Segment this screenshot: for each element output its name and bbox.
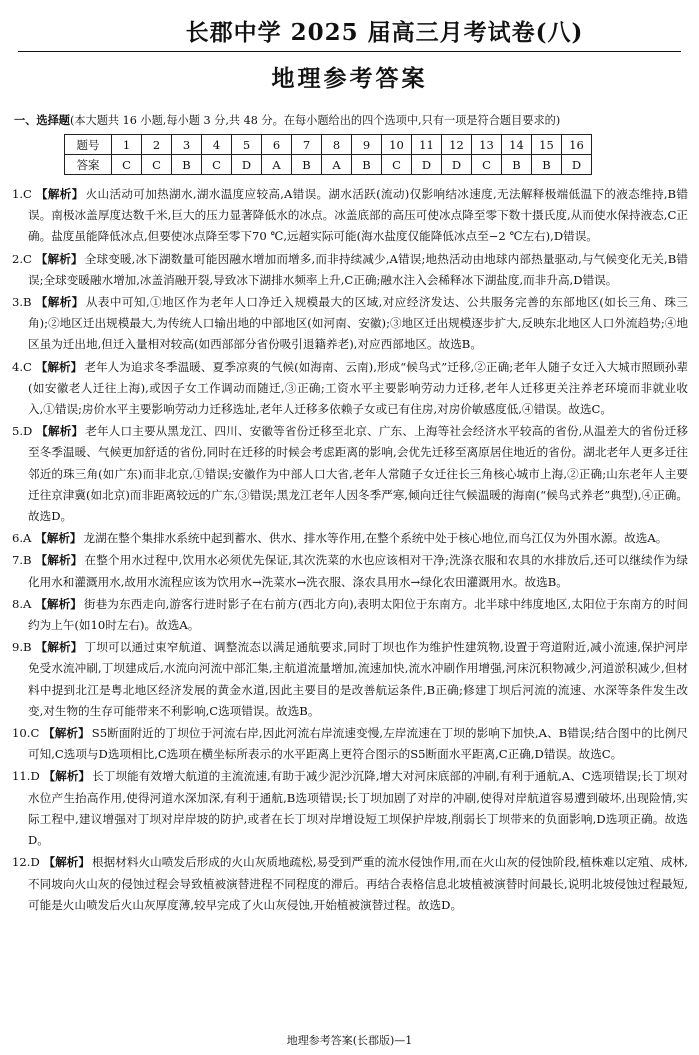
item-number: 11.D: [12, 769, 40, 784]
answer-cell: C: [382, 155, 412, 175]
analysis-tag: 【解析】: [35, 187, 84, 201]
item-number: 1.C: [12, 187, 32, 201]
item-text: 丁坝可以通过束窄航道、调整流态以满足通航要求,同时丁坝也作为维护性建筑物,设置于弯道附近,减小流速,保护河岸免受水流冲刷,丁坝建成后,水流向河流中部汇集,主航道流量增加,流速加快,流水冲刷作用增强,河床沉积物减少,河道淤积减少,但材料中提到北江是粤北地区经济发展的黄金水道,因此主要目的是改善航运条件,B正确;修建丁坝后河流的流速、水深等条件发生改变,对生物的生存可能带来不利影响,C选项错误。故选B。: [28, 640, 688, 718]
answer-table-number-row: [65, 135, 592, 155]
page-footer: 地理参考答案(长郡版)—1: [286, 1034, 413, 1047]
item-text: 在整个用水过程中,饮用水必须优先保证,其次洗菜的水也应该相对干净;洗涤衣服和农具的水排放后,还可以继续作为绿化用水和灌溉用水,故用水流程应该为饮用水→洗菜水→洗衣服、涤农具用水→绿化农田灌溉用水。故选B。: [28, 553, 688, 589]
row-label-answer: 答案: [65, 155, 112, 175]
question-number-cell: 14: [502, 135, 532, 155]
explanation-item: [12, 766, 688, 851]
answer-cell: C: [112, 155, 142, 175]
item-number: 7.B: [12, 553, 32, 568]
item-text: 长丁坝能有效增大航道的主流流速,有助于减少泥沙沉降,增大对河床底部的冲刷,有利于通航,A、C选项错误;长丁坝对水位产生抬高作用,使得河道水深加深,有利于通航,B选项错误;长丁坝加剧了对岸的冲刷,使得对岸航道容易遭到破坏,出现险情,实际工程中,建议增强对丁坝对岸岸坡的防护,或者在长丁坝对岸增设短工坝保护岸坡,削弱长丁坝带来的负面影响,D选项正确。故选D。: [28, 769, 688, 848]
section-label: 一、选择题: [14, 113, 70, 127]
answer-cell: C: [202, 155, 232, 175]
item-text: 全球变暖,冰下湖数量可能因融水增加而增多,而非持续减少,A错误;地热活动由地球内部热量驱动,与气候变化无关,B错误;全球变暖融水增加,冰盖消融开裂,导致冰下湖排水频率上升,C正确;融水注入会稀释冰下湖盐度,而非升高,D错误。: [28, 251, 688, 287]
analysis-tag: 【解析】: [35, 359, 83, 374]
explanation-item: [12, 357, 688, 421]
explanation-item: [12, 852, 688, 916]
item-text: S5断面附近的丁坝位于河流右岸,因此河流右岸流速变慢,左岸流速在丁坝的影响下加快,A、B错误;结合图中的比例尺可知,C选项与D选项相比,C选项在横坐标所表示的水平距离上更符合图示的S5断面水平距离,C正确,D错误。故选C。: [28, 726, 688, 762]
item-number: 10.C: [12, 726, 40, 741]
analysis-tag: 【解析】: [35, 251, 83, 266]
item-number: 4.C: [12, 359, 32, 374]
question-number-cell: 7: [292, 135, 322, 155]
exam-title: [0, 14, 699, 47]
analysis-tag: 【解析】: [35, 295, 84, 310]
item-text: 老年人为追求冬季温暖、夏季凉爽的气候(如海南、云南),形成“候鸟式”迁移,②正确;老年人随子女迁入大城市照顾孙辈(如安徽老人迁往上海),或因子女工作调动而随迁,③正确;工资水平主要影响劳动力迁移,老年人迁移更关注养老环境而非就业收入,①错误;房价水平主要影响劳动力迁移选址,老年人迁移多依赖子女或已有住房,对房价敏感度低,④错误。故选C。: [28, 359, 688, 417]
explanation-item: [12, 421, 688, 527]
analysis-tag: 【解析】: [35, 553, 83, 568]
answer-explanations: [12, 184, 688, 917]
analysis-tag: 【解析】: [35, 640, 83, 655]
question-number-cell: 6: [262, 135, 292, 155]
answer-cell: B: [532, 155, 562, 175]
answer-cell: B: [502, 155, 532, 175]
item-number: 2.C: [12, 251, 32, 266]
answer-table-answer-row: [65, 155, 592, 175]
question-number-cell: 13: [472, 135, 502, 155]
exam-title-text: 长郡中学 2025 届高三月考试卷(八): [185, 19, 584, 46]
explanation-item: [12, 292, 688, 356]
answer-cell: B: [292, 155, 322, 175]
explanation-item: [12, 594, 688, 636]
answer-table: [64, 134, 592, 175]
item-number: 3.B: [12, 295, 32, 310]
question-number-cell: 11: [412, 135, 442, 155]
item-text: 老年人口主要从黑龙江、四川、安徽等省份迁移至北京、广东、上海等社会经济水平较高的省份,从温差大的省份迁移至冬季温暖、气候更加舒适的省份,同时在迁移的时候会考虑距离的影响,会优先迁移至离原居住地近的省份。湖北老年人更多迁往邻近的珠三角(如广东)而非北京,①错误;安徽作为中部人口大省,老年人常随子女迁往长三角核心城市上海,②正确;山东老年人主要迁往京津冀(如北京)而非距离较远的广东,③错误;黑龙江老年人因冬季严寒,倾向迁往气候温暖的海南(“候鸟式养老”典型),④正确。故选D。: [28, 424, 688, 524]
section-heading: [14, 112, 689, 128]
question-number-cell: 1: [112, 135, 142, 155]
analysis-tag: 【解析】: [43, 726, 90, 741]
item-text: 火山活动可加热湖水,湖水温度应较高,A错误。湖水活跃(流动)仅影响结冰速度,无法解释极端低温下的液态维持,B错误。南极冰盖厚度达数千米,巨大的压力显著降低水的冰点。冰盖底部的高压可使冰点降至零下数十摄氏度,从而使水保持液态,C正确。盐度虽能降低冰点,但要使冰点降至零下70 ℃,远超实际可能(海水盐度仅能降低冰点至−2 ℃左右),D错误。: [28, 187, 688, 244]
question-number-cell: 8: [322, 135, 352, 155]
item-number: 12.D: [12, 855, 40, 870]
item-text: 街巷为东西走向,游客行进时影子在右前方(西北方向),表明太阳位于东南方。北半球中纬度地区,太阳位于东南方的时间约为上午(如10时左右)。故选A。: [28, 596, 688, 633]
answer-cell: D: [412, 155, 442, 175]
title-divider: [18, 51, 681, 52]
question-number-cell: 15: [532, 135, 562, 155]
explanation-item: [12, 637, 688, 722]
explanation-item: [12, 249, 688, 291]
row-label-number: 题号: [65, 135, 112, 155]
answer-cell: A: [262, 155, 292, 175]
answer-cell: C: [472, 155, 502, 175]
answer-cell: B: [352, 155, 382, 175]
explanation-item: [12, 528, 688, 549]
question-number-cell: 16: [562, 135, 592, 155]
explanation-item: [12, 184, 688, 248]
question-number-cell: 3: [172, 135, 202, 155]
question-number-cell: 9: [352, 135, 382, 155]
item-number: 8.A: [12, 596, 32, 611]
page-subtitle: 地理参考答案: [271, 66, 428, 92]
analysis-tag: 【解析】: [43, 769, 91, 784]
question-number-cell: 10: [382, 135, 412, 155]
question-number-cell: 12: [442, 135, 472, 155]
answer-cell: D: [442, 155, 472, 175]
analysis-tag: 【解析】: [35, 531, 82, 546]
question-number-cell: 4: [202, 135, 232, 155]
item-text: 龙湖在整个集排水系统中起到蓄水、供水、排水等作用,在整个系统中处于核心地位,而乌江仅为外围水源。故选A。: [83, 531, 668, 546]
explanation-item: [12, 723, 688, 765]
answer-cell: C: [142, 155, 172, 175]
question-number-cell: 5: [232, 135, 262, 155]
item-number: 5.D: [12, 424, 33, 439]
item-number: 9.B: [12, 640, 32, 655]
item-text: 根据材料火山喷发后形成的火山灰质地疏松,易受到严重的流水侵蚀作用,而在火山灰的侵蚀阶段,植株难以定殖、成林,不同坡向火山灰的侵蚀过程会导致植被演替进程不同程度的滞后。再结合表格信息北坡植被演替时间最长,说明北坡侵蚀过程最短,可能是火山喷发后火山灰厚度薄,较早完成了火山灰侵蚀,开始植被演替过程。故选D。: [28, 855, 688, 912]
item-number: 6.A: [12, 531, 32, 546]
answer-cell: D: [232, 155, 262, 175]
analysis-tag: 【解析】: [36, 424, 84, 439]
answer-cell: D: [562, 155, 592, 175]
question-number-cell: 2: [142, 135, 172, 155]
analysis-tag: 【解析】: [35, 596, 82, 611]
analysis-tag: 【解析】: [43, 855, 90, 870]
item-text: 从表中可知,①地区作为老年人口净迁入规模最大的区域,对应经济发达、公共服务完善的东部地区(如长三角、珠三角);②地区迁出规模最大,为传统人口输出地的中部地区(如河南、安徽);③地区迁出规模逐步扩大,反映东北地区人口外流趋势;④地区虽为迁出地,但迁入量相对较高(如西部部分省份吸引退籍养老),对应西部地区。故选B。: [28, 295, 688, 352]
answer-cell: B: [172, 155, 202, 175]
answer-cell: A: [322, 155, 352, 175]
section-instruction: (本大题共 16 小题,每小题 3 分,共 48 分。在每小题给出的四个选项中,只有一项是符合题目要求的): [69, 114, 561, 127]
explanation-item: [12, 550, 688, 592]
